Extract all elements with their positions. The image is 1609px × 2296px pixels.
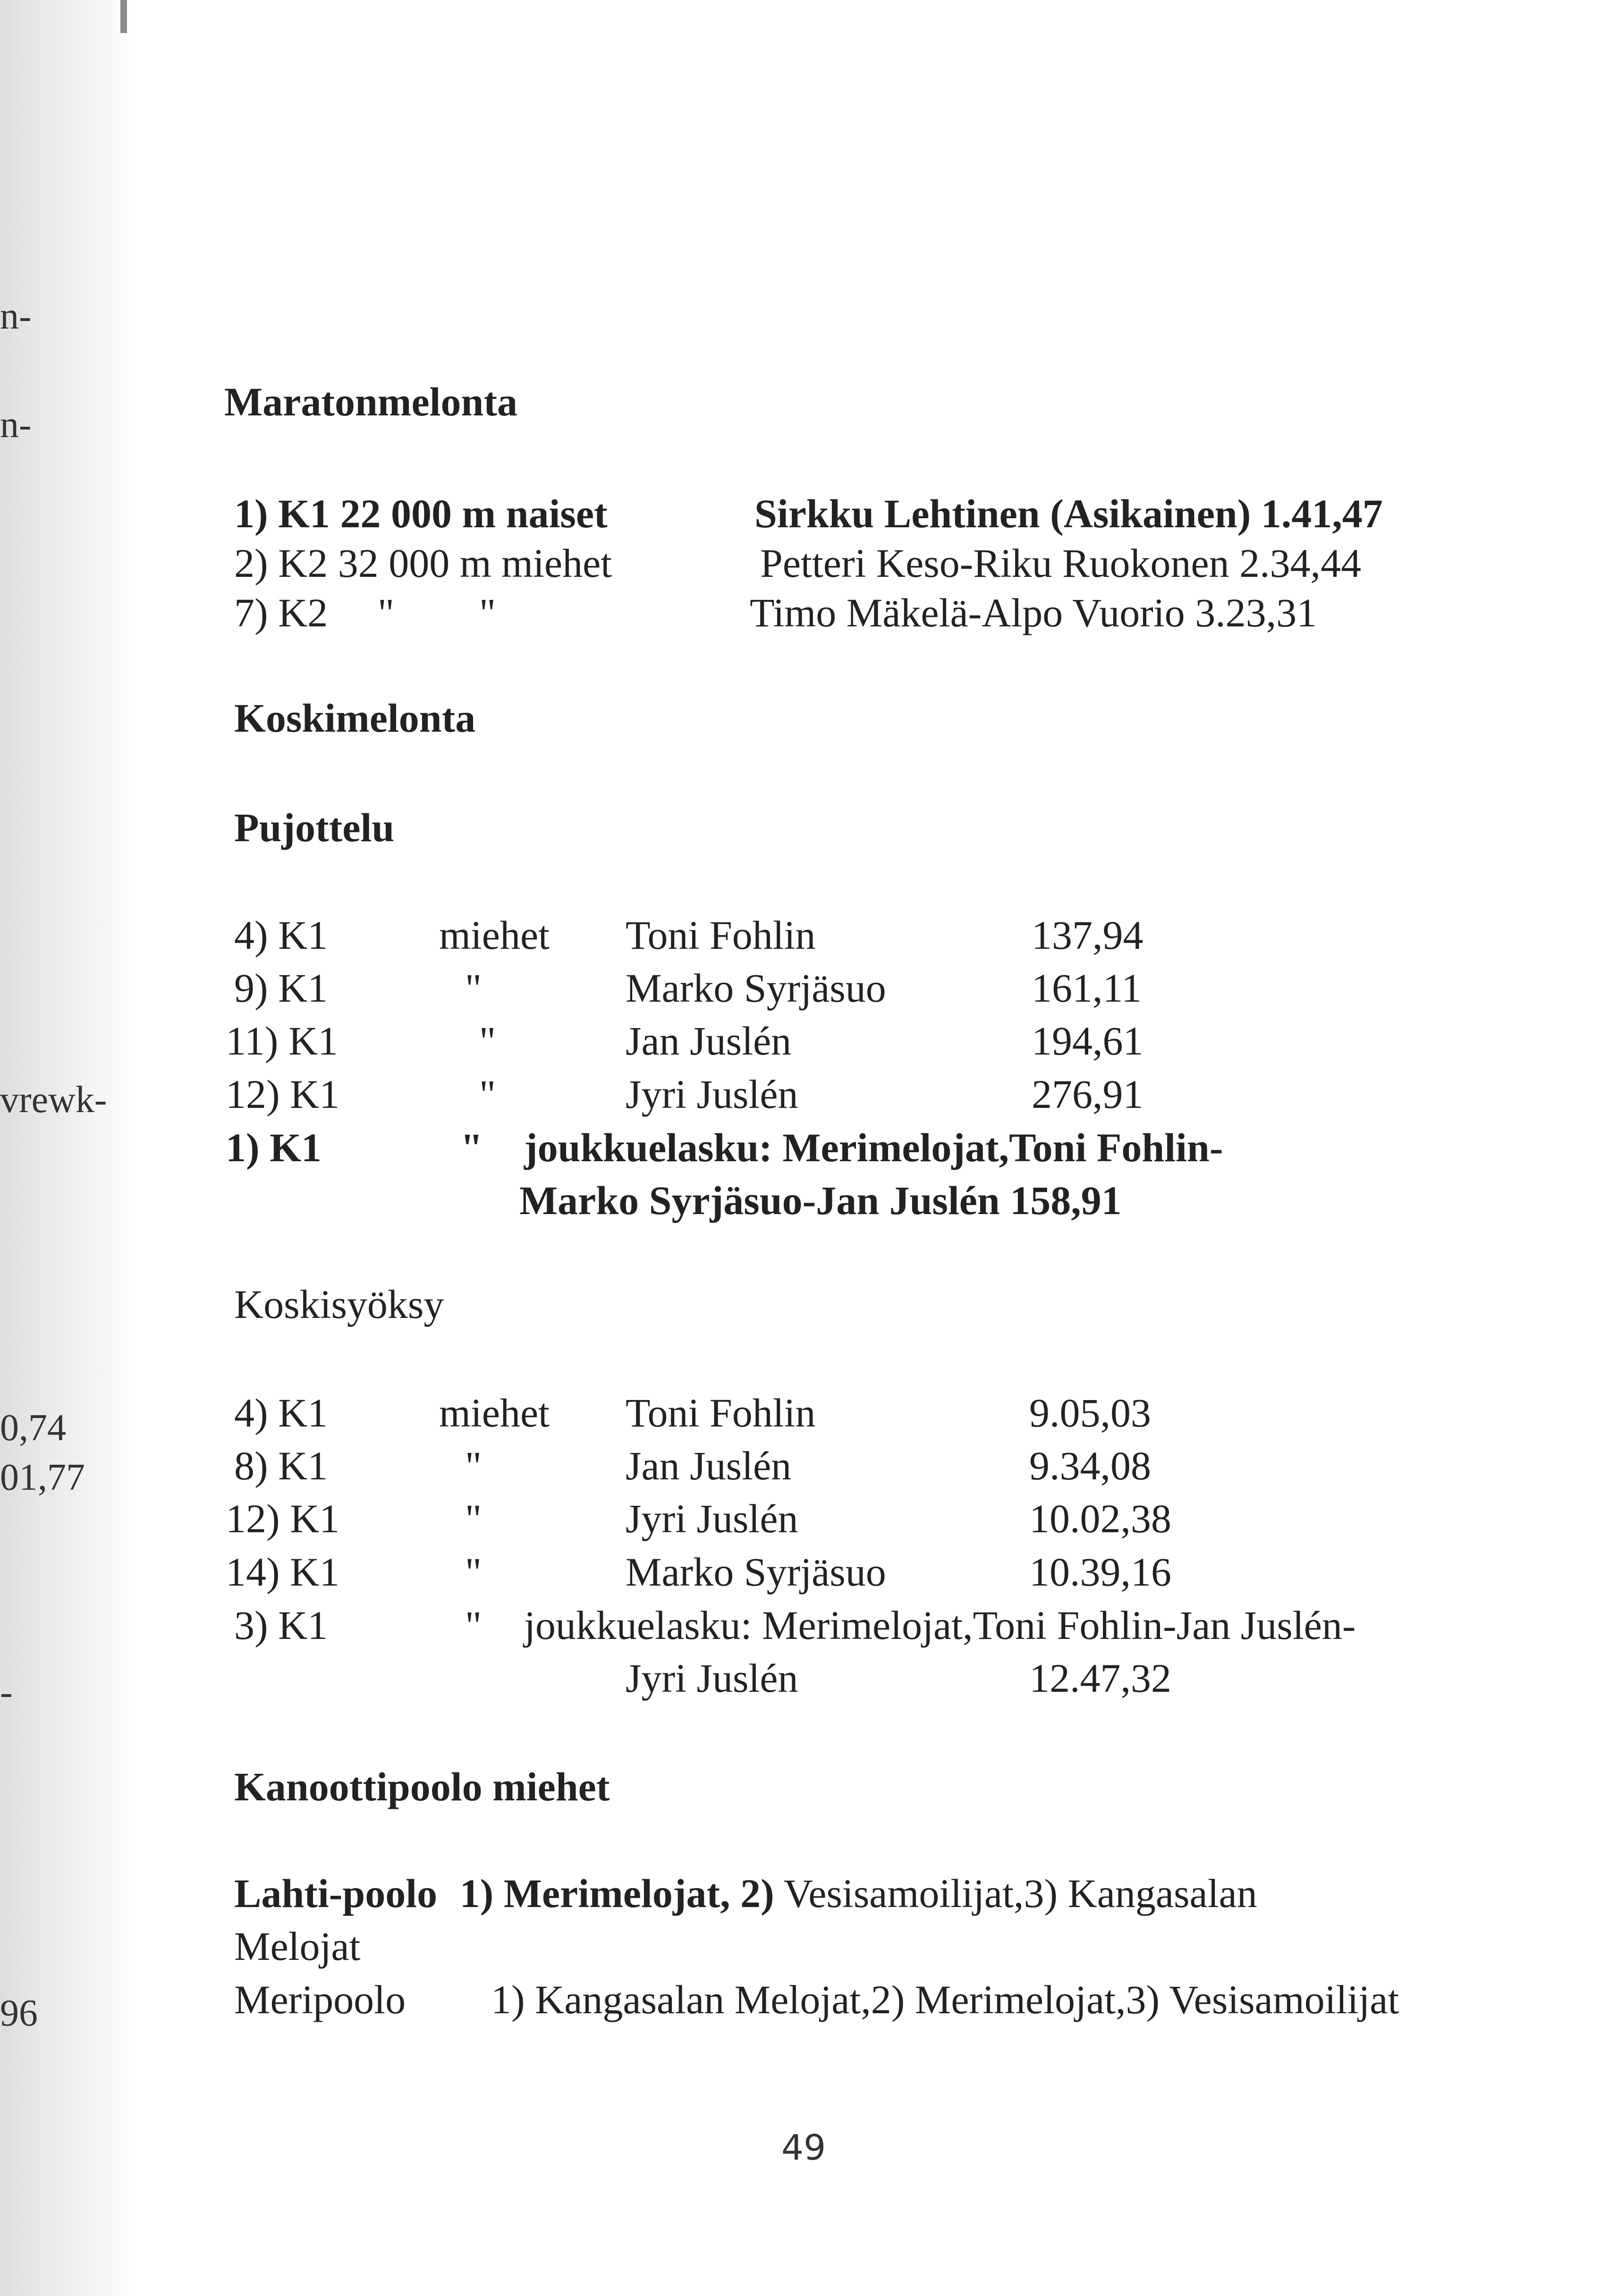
poolo-line-continued: Melojat bbox=[234, 1924, 361, 1969]
poolo-label: Meripoolo bbox=[234, 1977, 406, 2022]
result-time: 276,91 bbox=[1032, 1072, 1143, 1117]
maraton-event: 2) K2 32 000 m miehet bbox=[234, 540, 612, 586]
team-result-line: joukkuelasku: Merimelojat,Toni Fohlin-Jan Juslén- bbox=[524, 1603, 1356, 1648]
result-class: " bbox=[465, 1496, 482, 1541]
result-place: 8) K1 bbox=[234, 1443, 328, 1488]
result-class: " bbox=[460, 1125, 483, 1170]
result-class: " bbox=[479, 1018, 496, 1064]
result-name: Jyri Juslén bbox=[626, 1496, 798, 1541]
margin-fragment: n- bbox=[0, 295, 32, 337]
team-result-place: 1) K1 bbox=[226, 1125, 322, 1170]
page-gutter-shadow bbox=[0, 0, 132, 2296]
result-name: Jan Juslén bbox=[626, 1443, 792, 1488]
margin-fragment: - bbox=[0, 1671, 13, 1713]
section-heading-pujottelu: Pujottelu bbox=[234, 805, 395, 850]
ditto-mark: " bbox=[378, 590, 395, 635]
poolo-rest: Vesisamoilijat,3) Kangasalan bbox=[783, 1871, 1257, 1916]
result-class: " bbox=[479, 1072, 496, 1117]
poolo-results: 1) Kangasalan Melojat,2) Merimelojat,3) Vesisamoilijat bbox=[491, 1977, 1399, 2022]
maraton-result: Timo Mäkelä-Alpo Vuorio 3.23,31 bbox=[750, 590, 1317, 635]
team-result-place: 3) K1 bbox=[234, 1603, 328, 1648]
result-place: 11) K1 bbox=[226, 1018, 339, 1064]
result-time: 10.39,16 bbox=[1029, 1549, 1171, 1595]
result-place: 4) K1 bbox=[234, 912, 328, 958]
section-heading-maratonmelonta: Maratonmelonta bbox=[224, 379, 517, 424]
result-place: 4) K1 bbox=[234, 1390, 328, 1435]
result-class: miehet bbox=[439, 1390, 550, 1435]
result-time: 194,61 bbox=[1032, 1018, 1143, 1064]
ditto-mark: " bbox=[479, 590, 496, 635]
result-name: Jyri Juslén bbox=[626, 1655, 798, 1701]
result-place: 9) K1 bbox=[234, 965, 328, 1011]
poolo-first-place: 1) Merimelojat, bbox=[459, 1871, 730, 1916]
result-time: 137,94 bbox=[1032, 912, 1143, 958]
maraton-event: 1) K1 22 000 m naiset bbox=[234, 491, 608, 536]
result-time: 9.05,03 bbox=[1029, 1390, 1151, 1435]
poolo-second-number: 2) bbox=[740, 1871, 774, 1916]
result-time: 12.47,32 bbox=[1029, 1655, 1171, 1701]
margin-fragment: 96 bbox=[0, 1992, 38, 2034]
result-class: " bbox=[465, 1443, 482, 1488]
poolo-line bbox=[234, 1873, 1257, 1914]
section-heading-koskisyoksy: Koskisyöksy bbox=[234, 1282, 444, 1327]
result-place: 12) K1 bbox=[226, 1072, 340, 1117]
margin-fragment: n- bbox=[0, 404, 32, 446]
result-class: " bbox=[465, 965, 482, 1011]
result-name: Jan Juslén bbox=[626, 1018, 792, 1064]
margin-fragment: vrewk- bbox=[0, 1079, 107, 1121]
team-result-line: joukkuelasku: Merimelojat,Toni Fohlin- bbox=[524, 1125, 1223, 1170]
result-place: 12) K1 bbox=[226, 1496, 340, 1541]
result-class: miehet bbox=[439, 912, 550, 958]
maraton-event: 7) K2 bbox=[234, 590, 328, 635]
section-heading-kanoottipoolo: Kanoottipoolo miehet bbox=[234, 1764, 610, 1809]
section-heading-koskimelonta: Koskimelonta bbox=[234, 695, 476, 741]
result-place: 14) K1 bbox=[226, 1549, 340, 1595]
page-number: 49 bbox=[781, 2127, 826, 2168]
result-name: Toni Fohlin bbox=[626, 1390, 816, 1435]
result-time: 10.02,38 bbox=[1029, 1496, 1171, 1541]
result-name: Marko Syrjäsuo bbox=[626, 1549, 886, 1595]
result-time: 9.34,08 bbox=[1029, 1443, 1151, 1488]
result-name: Marko Syrjäsuo bbox=[626, 965, 886, 1011]
result-name: Jyri Juslén bbox=[626, 1072, 798, 1117]
team-result-line: Marko Syrjäsuo-Jan Juslén 158,91 bbox=[519, 1178, 1122, 1223]
margin-fragment: 0,74 bbox=[0, 1407, 66, 1449]
binding-mark bbox=[120, 0, 127, 33]
result-name: Toni Fohlin bbox=[626, 912, 816, 958]
maraton-result: Sirkku Lehtinen (Asikainen) 1.41,47 bbox=[754, 491, 1383, 536]
result-class: " bbox=[465, 1603, 482, 1648]
result-time: 161,11 bbox=[1032, 965, 1142, 1011]
margin-fragment: 01,77 bbox=[0, 1457, 85, 1498]
maraton-result: Petteri Keso-Riku Ruokonen 2.34,44 bbox=[760, 540, 1362, 586]
result-class: " bbox=[465, 1549, 482, 1595]
poolo-label: Lahti-poolo bbox=[234, 1871, 438, 1916]
